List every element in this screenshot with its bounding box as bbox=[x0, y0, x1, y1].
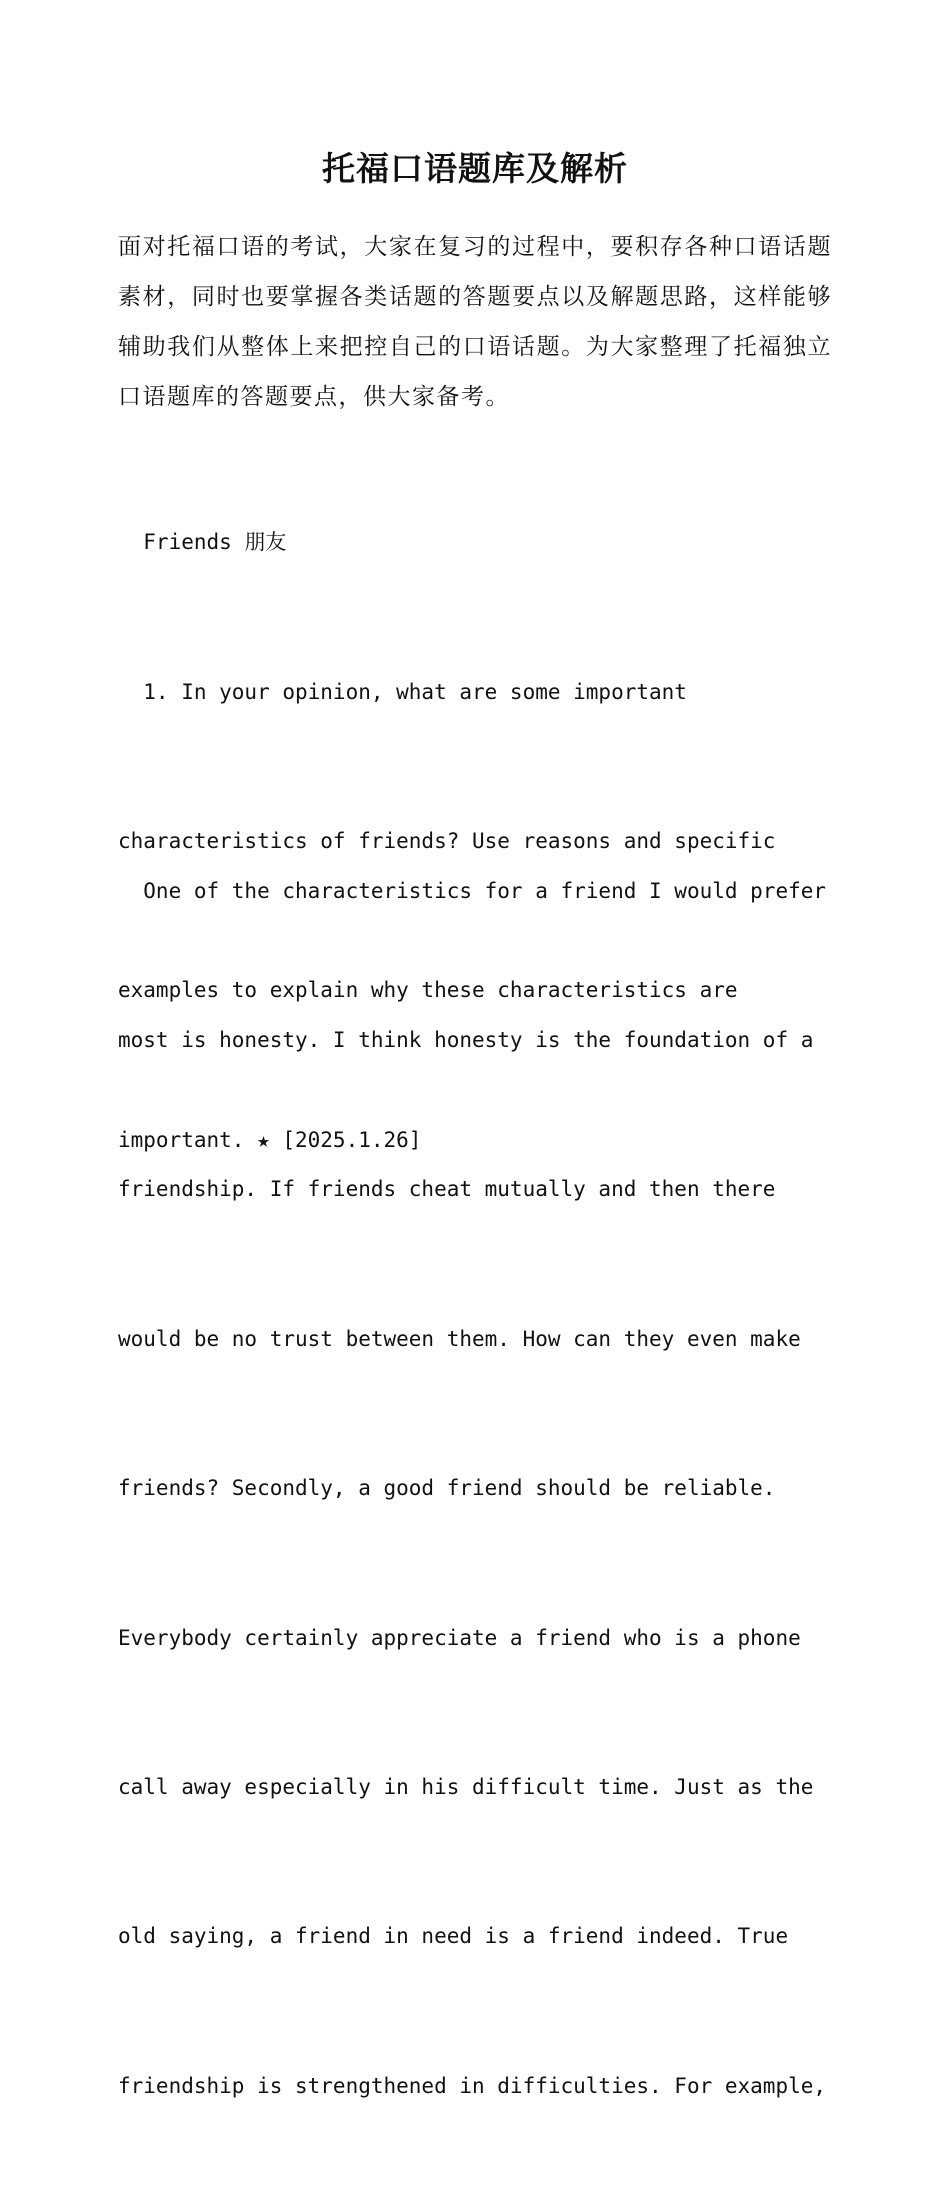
question-line: 1. In your opinion, what are some important bbox=[118, 679, 687, 704]
answer-line: old saying, a friend in need is a friend indeed. True bbox=[118, 1924, 789, 1949]
section-heading: Friends 朋友 bbox=[118, 530, 287, 554]
answer-line: friends? Secondly, a good friend should be reliable. bbox=[118, 1476, 776, 1501]
answer-line: Everybody certainly appreciate a friend who is a phone bbox=[118, 1625, 801, 1650]
answer-line: friendship is strengthened in difficulties. For example, bbox=[118, 2073, 827, 2098]
question-line: important. ★ [2025.1.26] bbox=[118, 1127, 422, 1152]
answer-paragraph bbox=[118, 767, 838, 2211]
document-title: 托福口语题库及解析 bbox=[322, 149, 628, 188]
intro-paragraph: 面对托福口语的考试，大家在复习的过程中，要积存各种口语话题素材，同时也要掌握各类话题的答题要点以及解题思路，这样能够辅助我们从整体上来把控自己的口语话题。为大家整理了托福独立口语题库的答题要点，供大家备考。 bbox=[118, 234, 832, 410]
question-line: characteristics of friends? Use reasons and specific bbox=[118, 828, 776, 853]
answer-line: friendship. If friends cheat mutually and then there bbox=[118, 1177, 776, 1202]
question-line: examples to explain why these characteristics are bbox=[118, 978, 738, 1003]
answer-line: most is honesty. I think honesty is the foundation of a bbox=[118, 1027, 814, 1052]
answer-line: One of the characteristics for a friend I would prefer bbox=[118, 878, 827, 903]
answer-line: call away especially in his difficult time. Just as the bbox=[118, 1774, 814, 1799]
answer-line: would be no trust between them. How can they even make bbox=[118, 1326, 801, 1351]
